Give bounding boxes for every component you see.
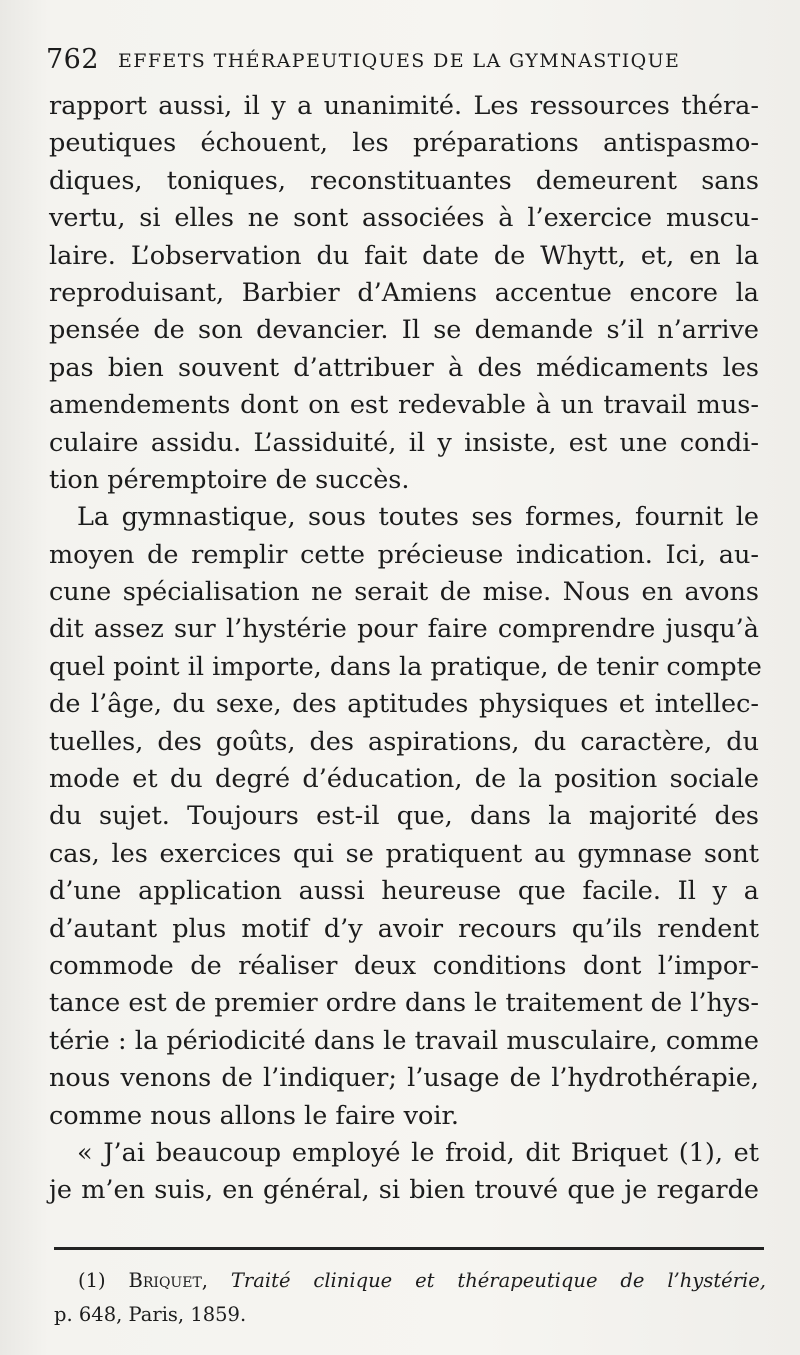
- text-line: diques, toniques, reconstituantes demeurent sans: [49, 165, 759, 196]
- text-line: tuelles, des goûts, des aspirations, du caractère, du: [49, 726, 759, 757]
- page-number: 762: [46, 44, 100, 75]
- text-line: « J’ai beaucoup employé le froid, dit Briquet (1), et: [77, 1137, 759, 1168]
- text-line: pas bien souvent d’attribuer à des médicaments les: [49, 352, 759, 383]
- footnote-line: p. 648, Paris, 1859.: [54, 1303, 247, 1326]
- footnote-title: Traité clinique et thérapeutique de l’hystérie,: [230, 1269, 767, 1292]
- text-line: d’une application aussi heureuse que facile. Il y a: [49, 876, 759, 907]
- text-line: moyen de remplir cette précieuse indication. Ici, au-: [49, 539, 759, 570]
- text-line: comme nous allons le faire voir.: [49, 1100, 460, 1131]
- footnote-marker: (1): [78, 1269, 106, 1292]
- text-line: dit assez sur l’hystérie pour faire comprendre jusqu’à: [49, 614, 759, 645]
- text-line: laire. L’observation du fait date de Whytt, et, en la: [49, 240, 759, 271]
- text-line: tance est de premier ordre dans le traitement de l’hys-: [49, 988, 759, 1019]
- text-line: d’autant plus motif d’y avoir recours qu’ils rendent: [49, 913, 759, 944]
- text-line: rapport aussi, il y a unanimité. Les ressources théra-: [49, 91, 759, 121]
- text-line: cas, les exercices qui se pratiquent au gymnase sont: [49, 838, 759, 869]
- text-line: tion péremptoire de succès.: [49, 464, 410, 495]
- text-line: térie : la périodicité dans le travail musculaire, comme: [49, 1025, 759, 1056]
- text-line: mode et du degré d’éducation, de la position sociale: [49, 764, 759, 795]
- footnote-line: [54, 1264, 766, 1298]
- text-line: amendements dont on est redevable à un travail mus-: [49, 390, 759, 421]
- text-line: de l’âge, du sexe, des aptitudes physiques et intellec-: [49, 689, 759, 720]
- text-line: nous venons de l’indiquer; l’usage de l’hydrothérapie,: [49, 1063, 759, 1094]
- footnote-author: Briquet: [128, 1269, 202, 1292]
- text-line: quel point il importe, dans la pratique, de tenir compte: [49, 651, 762, 682]
- footnote-rule: [54, 1247, 764, 1250]
- text-line: cune spécialisation ne serait de mise. Nous en avons: [49, 577, 759, 608]
- page-header: [46, 44, 758, 80]
- text-line: je m’en suis, en général, si bien trouvé que je regarde: [49, 1175, 759, 1206]
- text-line: commode de réaliser deux conditions dont l’impor-: [49, 950, 759, 981]
- text-line: reproduisant, Barbier d’Amiens accentue encore la: [49, 277, 759, 308]
- running-title: EFFETS THÉRAPEUTIQUES DE LA GYMNASTIQUE: [118, 50, 681, 72]
- text-line: vertu, si elles ne sont associées à l’exercice muscu-: [49, 203, 759, 234]
- text-line: du sujet. Toujours est-il que, dans la majorité des: [49, 801, 759, 832]
- footnote-separator: ,: [201, 1269, 208, 1292]
- text-line: La gymnastique, sous toutes ses formes, fournit le: [77, 502, 759, 533]
- footnote: [54, 1264, 766, 1332]
- text-line: peutiques échouent, les préparations antispasmo-: [49, 128, 759, 159]
- body-text: [49, 88, 762, 1210]
- text-line: pensée de son devancier. Il se demande s’il n’arrive: [49, 315, 759, 346]
- text-line: culaire assidu. L’assiduité, il y insiste, est une condi-: [49, 427, 759, 458]
